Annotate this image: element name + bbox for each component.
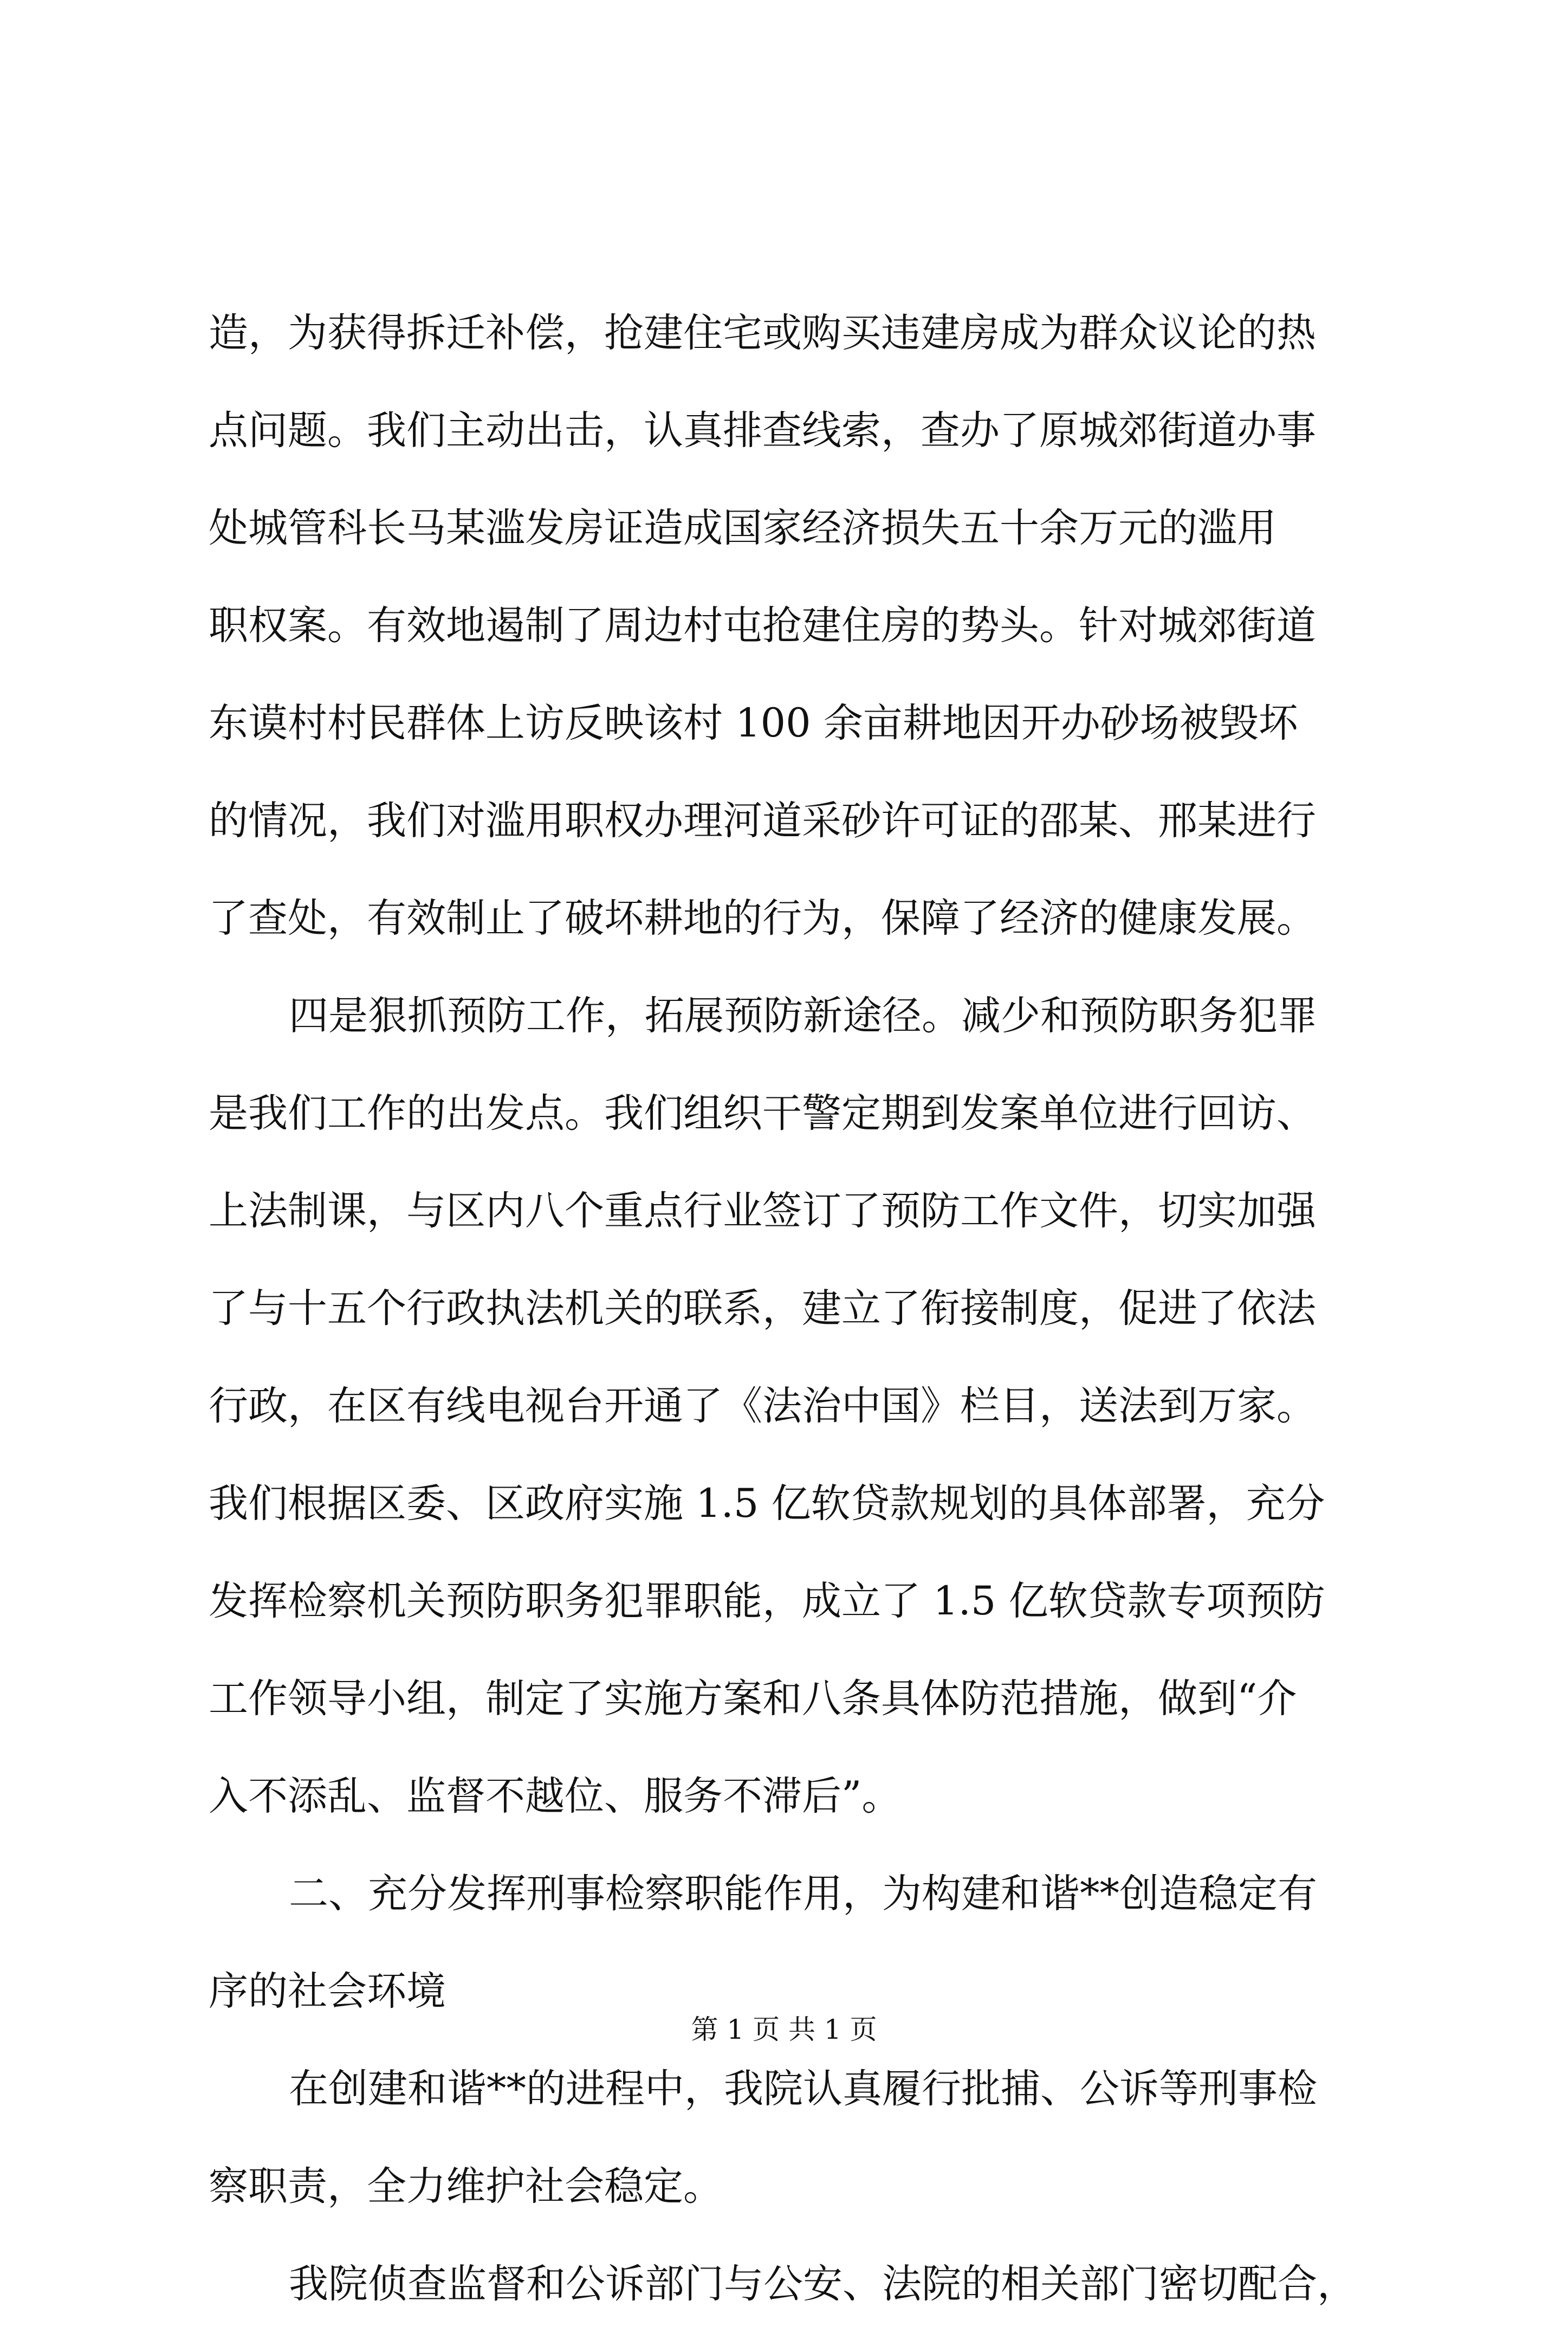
page-number-footer: 第 1 页 共 1 页	[691, 2014, 877, 2045]
text-line: 东谟村村民群体上访反映该村 100 余亩耕地因开办砂场被毁坏	[209, 700, 1298, 746]
text-line: 职权案。有效地遏制了周边村屯抢建住房的势头。针对城郊街道	[209, 603, 1316, 649]
text-line: 工作领导小组，制定了实施方案和八条具体防范措施，做到“介	[209, 1676, 1297, 1722]
text-line: 发挥检察机关预防职务犯罪职能，成立了 1.5 亿软贷款专项预防	[209, 1578, 1325, 1624]
section-heading-line: 二、充分发挥刑事检察职能作用，为构建和谐**创造稳定有	[289, 1871, 1317, 1917]
paragraph-start-line: 在创建和谐**的进程中，我院认真履行批捕、公诉等刑事检	[289, 2066, 1317, 2112]
text-line: 我们根据区委、区政府实施 1.5 亿软贷款规划的具体部署，充分	[209, 1481, 1325, 1527]
paragraph-start-line: 我院侦查监督和公诉部门与公安、法院的相关部门密切配合，	[289, 2261, 1357, 2307]
text-line: 的情况，我们对滥用职权办理河道采砂许可证的邵某、邢某进行	[209, 798, 1316, 844]
text-line: 造，为获得拆迁补偿，抢建住宅或购买违建房成为群众议论的热	[209, 310, 1316, 356]
text-line: 点问题。我们主动出击，认真排查线索，查办了原城郊街道办事	[209, 408, 1316, 454]
paragraph-start-line: 四是狠抓预防工作，拓展预防新途径。减少和预防职务犯罪	[289, 993, 1317, 1039]
text-line: 上法制课，与区内八个重点行业签订了预防工作文件，切实加强	[209, 1188, 1316, 1234]
text-line: 察职责，全力维护社会稳定。	[209, 2163, 723, 2209]
text-line: 行政，在区有线电视台开通了《法治中国》栏目，送法到万家。	[209, 1383, 1316, 1429]
text-line: 是我们工作的出发点。我们组织干警定期到发案单位进行回访、	[209, 1090, 1316, 1136]
section-heading-line: 序的社会环境	[209, 1968, 446, 2014]
text-line: 了与十五个行政执法机关的联系，建立了衔接制度，促进了依法	[209, 1285, 1316, 1332]
text-line: 了查处，有效制止了破坏耕地的行为，保障了经济的健康发展。	[209, 895, 1316, 941]
text-line: 入不添乱、监督不越位、服务不滞后”。	[209, 1773, 902, 1819]
text-line: 处城管科长马某滥发房证造成国家经济损失五十余万元的滥用	[209, 505, 1277, 551]
